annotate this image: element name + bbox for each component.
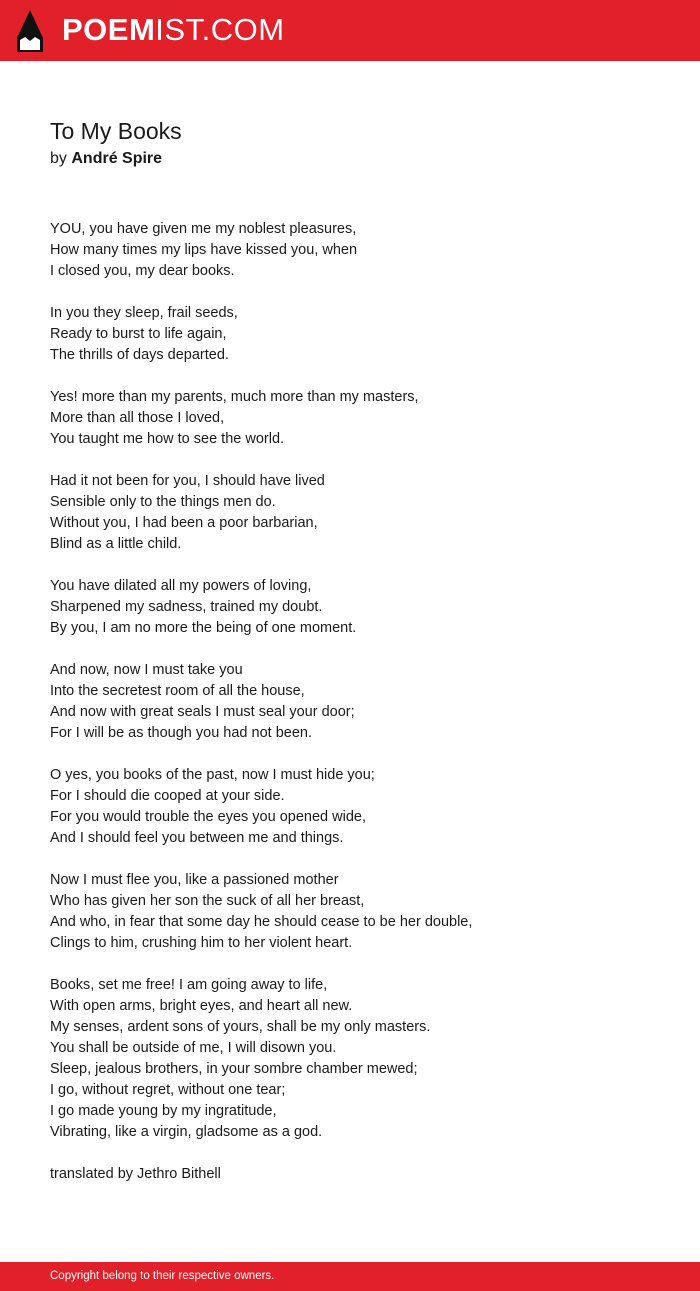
- poem-line: Ready to burst to life again,: [50, 326, 227, 342]
- translator-note: translated by Jethro Bithell: [50, 1166, 221, 1182]
- poem-stanza: [50, 975, 670, 1143]
- poem-line: Clings to him, crushing him to her violent heart.: [50, 935, 353, 951]
- poem-title: To My Books: [50, 118, 182, 144]
- poem-line: In you they sleep, frail seeds,: [50, 305, 238, 321]
- copyright-text: Copyright belong to their respective owners.: [50, 1270, 275, 1282]
- poem-line: You have dilated all my powers of loving,: [50, 578, 312, 594]
- poem-stanza: [50, 219, 670, 282]
- poem-line: You taught me how to see the world.: [50, 431, 285, 447]
- poem-line: For you would trouble the eyes you opened wide,: [50, 809, 366, 825]
- poem-line: Blind as a little child.: [50, 536, 182, 552]
- poem-line: Yes! more than my parents, much more than my masters,: [50, 389, 419, 405]
- poem-stanza: [50, 387, 670, 450]
- poem-line: My senses, ardent sons of yours, shall be my only masters.: [50, 1019, 431, 1035]
- poem-line: Into the secretest room of all the house,: [50, 683, 305, 699]
- poem-line: Books, set me free! I am going away to life,: [50, 977, 328, 993]
- poem-line: More than all those I loved,: [50, 410, 225, 426]
- poem-body: [50, 219, 670, 1185]
- poem-line: Without you, I had been a poor barbarian,: [50, 515, 318, 531]
- poem-line: For I will be as though you had not been.: [50, 725, 312, 741]
- poem-line: O yes, you books of the past, now I must hide you;: [50, 767, 375, 783]
- poem-line: Had it not been for you, I should have lived: [50, 473, 325, 489]
- site-logo[interactable]: [62, 12, 285, 48]
- poem-line: And now, now I must take you: [50, 662, 243, 678]
- poem-stanza: [50, 471, 670, 555]
- poem-stanza: [50, 765, 670, 849]
- poem-line: For I should die cooped at your side.: [50, 788, 285, 804]
- poem-stanza: [50, 303, 670, 366]
- poem-line: I go made young by my ingratitude,: [50, 1103, 277, 1119]
- byline-prefix: by: [50, 150, 67, 167]
- poem-line: Sleep, jealous brothers, in your sombre chamber mewed;: [50, 1061, 418, 1077]
- poem-line: By you, I am no more the being of one moment.: [50, 620, 357, 636]
- poem-line: Vibrating, like a virgin, gladsome as a god.: [50, 1124, 323, 1140]
- poem-line: Sharpened my sadness, trained my doubt.: [50, 599, 323, 615]
- poem-line: The thrills of days departed.: [50, 347, 229, 363]
- poem-byline: [50, 148, 162, 170]
- poem-line: Who has given her son the suck of all her breast,: [50, 893, 365, 909]
- pencil-icon[interactable]: [17, 10, 43, 52]
- poem-stanza: [50, 870, 670, 954]
- logo-bold-text: POEM: [62, 12, 156, 47]
- poem-stanza: [50, 660, 670, 744]
- poem-line: Sensible only to the things men do.: [50, 494, 276, 510]
- poem-line: YOU, you have given me my noblest pleasures,: [50, 221, 357, 237]
- logo-light-text: IST.COM: [155, 12, 285, 47]
- poem-line: Now I must flee you, like a passioned mother: [50, 872, 339, 888]
- poem-line: I closed you, my dear books.: [50, 263, 235, 279]
- poem-line: How many times my lips have kissed you, when: [50, 242, 358, 258]
- site-footer: [0, 1262, 700, 1291]
- site-header: [0, 0, 700, 61]
- poem-line: And I should feel you between me and things.: [50, 830, 344, 846]
- poem-line: I go, without regret, without one tear;: [50, 1082, 286, 1098]
- poem-line: You shall be outside of me, I will disown you.: [50, 1040, 337, 1056]
- poem-line: And now with great seals I must seal your door;: [50, 704, 355, 720]
- poem-author: André Spire: [71, 150, 163, 167]
- poem-stanza: [50, 576, 670, 639]
- poem-line: With open arms, bright eyes, and heart all new.: [50, 998, 353, 1014]
- poem-line: And who, in fear that some day he should cease to be her double,: [50, 914, 473, 930]
